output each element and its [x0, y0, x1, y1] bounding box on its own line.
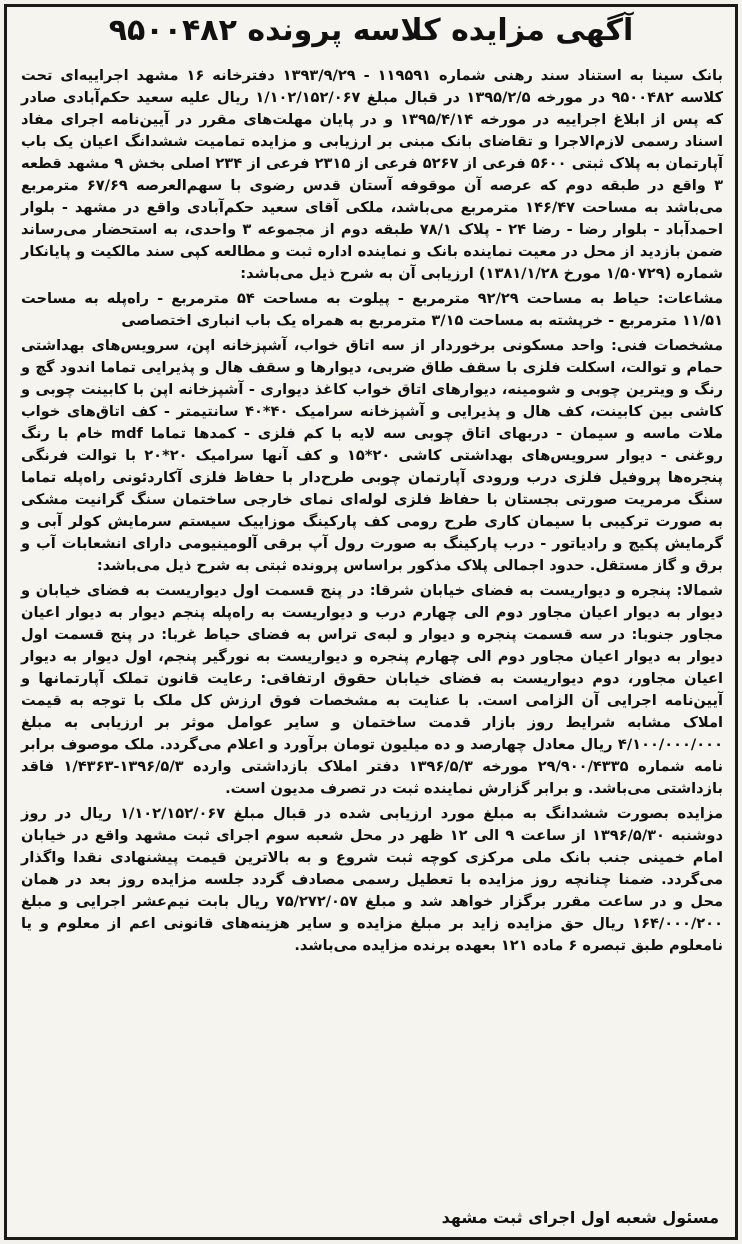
- paragraph-common-areas: مشاعات: حیاط به مساحت ۹۲/۲۹ مترمربع - پیلوت به مساحت ۵۴ مترمربع - راه‌پله به مساحت ۱۱/۵۱ مترمربع - خرپشته به مساحت ۳/۱۵ مترمربع به همراه یک باب انباری اختصاصی: [21, 290, 723, 329]
- notice-title: آگهی مزایده کلاسه پرونده ۹۵۰۰۴۸۲: [108, 13, 634, 48]
- paragraph-intro: بانک سینا به استناد سند رهنی شماره ۱۱۹۵۹۱ - ۱۳۹۳/۹/۲۹ دفترخانه ۱۶ مشهد اجراییه‌ای تحت کلاسه ۹۵۰۰۴۸۲ در مورخه ۱۳۹۵/۲/۵ در قبال مبلغ ۱/۱۰۲/۱۵۲/۰۶۷ ریال علیه سعید حکم‌آبادی صادر که پس از ابلاغ اجراییه در مورخه ۱۳۹۵/۴/۱۴ و در پایان مهلت‌های مقرر در آیین‌نامه اجرای مفاد اسناد رسمی لازم‌الاجرا و تقاضای بانک مبنی بر ارزیابی و مزایده تمامیت ششدانگ اعیان یک باب آپارتمان به پلاک ثبتی ۵۶۰۰ فرعی از ۵۲۶۷ فرعی از ۲۳۱۵ فرعی از ۲۳۴ اصلی بخش ۹ مشهد قطعه ۳ واقع در طبقه دوم که عرصه آن موقوفه آستان قدس رضوی با سهم‌العرصه ۶۷/۶۹ مترمربع می‌باشد به مساحت ۱۴۶/۴۷ مترمربع می‌باشد، ملکی آقای سعید حکم‌آبادی واقع در مشهد - بلوار احمدآباد - بلوار رضا - رضا ۲۴ - پلاک ۷۸/۱ طبقه دوم از مجموعه ۳ واحدی، به استحضار می‌رساند ضمن بازدید از محل در معیت نماینده بانک و نماینده اداره ثبت و مطالعه کپی سند مالکیت و پایانکار شماره (۱/۵۰۷۲۹ مورخ ۱۳۸۱/۱/۲۸) ارزیابی آن به شرح ذیل می‌باشد:: [21, 67, 724, 282]
- paragraph-auction-terms: مزایده بصورت ششدانگ به مبلغ مورد ارزیابی شده در قبال مبلغ ۱/۱۰۲/۱۵۲/۰۶۷ ریال در روز دوشنبه ۱۳۹۶/۵/۳۰ از ساعت ۹ الی ۱۲ ظهر در محل شعبه سوم اجرای ثبت مشهد واقع در خیابان امام خمینی جنب بانک ملی مرکزی کوچه ثبت شروع و به بالاترین قیمت پیشنهادی نقدا واگذار می‌گردد. ضمنا چنانچه روز مزایده با تعطیل رسمی مصادف گردد جلسه مزایده روز بعد در همان محل و در ساعت مقرر برگزار خواهد شد و مبلغ ۷۵/۲۷۲/۰۵۷ ریال بابت نیم‌عشر اجرایی و مبلغ ۱۶۴/۰۰۰/۲۰۰ ریال حق مزایده زاید بر مبلغ مزایده و سایر هزینه‌های قانونی اعم از معلوم و یا نامعلوم طبق تبصره ۶ ماده ۱۲۱ بعهده برنده مزایده می‌باشد.: [21, 805, 723, 954]
- notice-page: [4, 4, 738, 1240]
- notice-body: [21, 65, 723, 960]
- paragraph-technical-specs: مشخصات فنی: واحد مسکونی برخوردار از سه اتاق خواب، آشپزخانه اپن، سرویس‌های بهداشتی حمام و توالت، اسکلت فلزی با سقف طاق ضربی، دیوارها و سقف هال و پذیرایی تماما اندود گچ و رنگ و ویترین چوبی و شومینه، دیوارهای اتاق خواب کاغذ دیواری - آشپزخانه اپن با کابینت چوبی و کاشی بین کابینت، کف هال و پذیرایی و آشپزخانه سرامیک ۴۰*۴۰ سانتیمتر - کف اتاق‌های خواب ملات ماسه و سیمان - دربهای اتاق چوبی سه لایه با کم فلزی - کمدها تماما mdf خام با رنگ روغنی - دیوار سرویس‌های بهداشتی کاشی ۲۰*۱۵ و کف آنها سرامیک ۲۰*۲۰ با توالت فرنگی پنجره‌ها پروفیل فلزی درب ورودی آپارتمان چوبی طرح‌دار با حفاظ فلزی آکاردئونی راه‌پله تماما سنگ مرمریت صورتی بجستان با حفاظ فلزی لوله‌ای نمای خارجی ساختمان سنگ گرانیت مشکی به صورت ترکیبی با سیمان کاری طرح رومی کف پارکینگ موزاییک سیستم سرمایش کولر آبی و گرمایش پکیج و رادیاتور - درب پارکینگ به صورت رول آپ برقی آلومینیومی دارای انشعابات آب و برق و گاز مستقل. حدود اجمالی پلاک مذکور براساس پرونده ثبتی به شرح ذیل می‌باشد:: [21, 337, 723, 574]
- signature: مسئول شعبه اول اجرای ثبت مشهد: [441, 1208, 719, 1227]
- paragraph-boundaries: شمالا: پنجره و دیواریست به فضای خیابان شرقا: در پنج قسمت اول دیواریست به فضای خیابان و دیوار به دیوار اعیان مجاور دوم الی چهارم درب و دیواریست به راه‌پله پنجم دیوار به دیوار اعیان مجاور جنوبا: در سه قسمت پنجره و دیوار و لبه‌ی تراس به فضای حیاط غربا: در پنج قسمت اول دیوار به دیوار اعیان مجاور دوم الی چهارم پنجره و دیواریست به نورگیر پنجم، اول دیوار به دیوار اعیان مجاور، دوم دیواریست به فضای خیابان حقوق ارتفاقی: رعایت قانون تملک آپارتمانها و آیین‌نامه اجرایی آن الزامی است. با عنایت به مشخصات فوق ارزش کل ملک با توجه به قیمت املاک مشابه شرایط روز بازار قدمت ساختمان و سایر عوامل موثر بر ارزیابی به مبلغ ۴/۱۰۰/۰۰۰/۰۰۰ ریال معادل چهارصد و ده میلیون تومان برآورد و اعلام می‌گردد. ملک موصوف برابر نامه شماره ۲۹/۹۰۰/۴۳۳۵ مورخه ۱۳۹۶/۵/۳ دفتر املاک بازداشتی وارده ۱۳۹۶/۵/۳-۱/۴۳۶۳ فاقد بازداشتی می‌باشد. و برابر گزارش نماینده ثبت در تصرف مدیون است.: [21, 582, 723, 797]
